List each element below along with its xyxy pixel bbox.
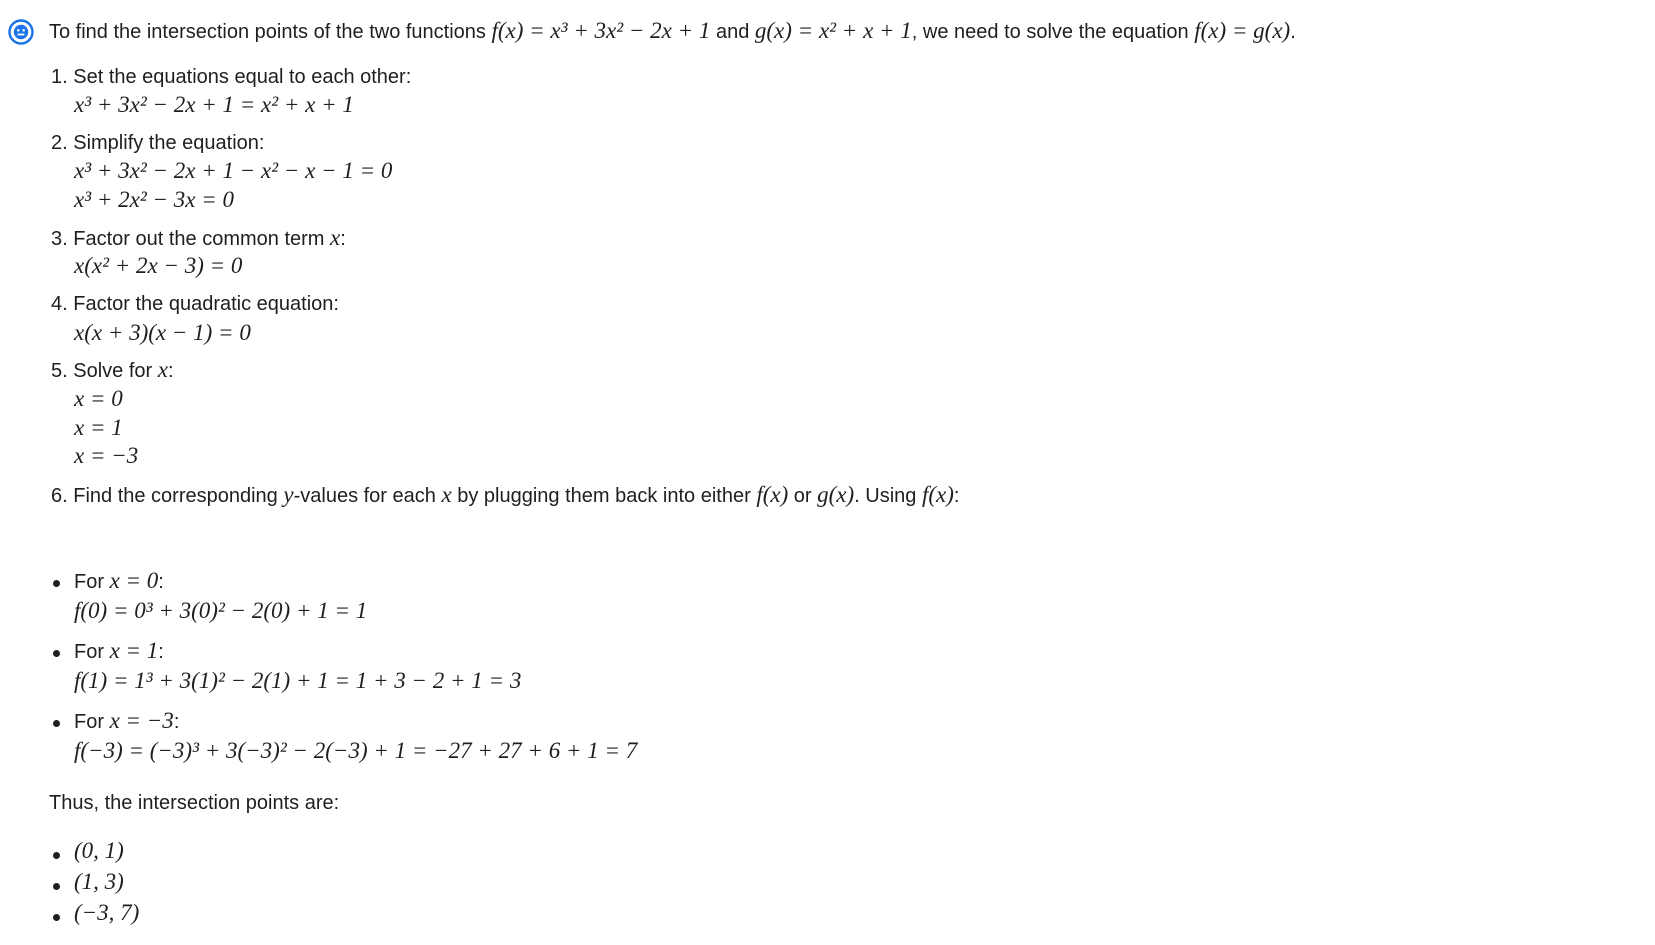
evaluation-2-math: f(1) = 1³ + 3(1)² − 2(1) + 1 = 1 + 3 − 2 + 1 = 3 <box>74 668 522 693</box>
bullet-dot <box>53 650 60 657</box>
evaluation-1-label: For x = 0: <box>74 568 164 593</box>
evaluation-2-label: For x = 1: <box>74 638 164 663</box>
f-definition: f(x) = x³ + 3x² − 2x + 1 <box>491 18 711 43</box>
step-3-math-1: x(x² + 2x − 3) = 0 <box>74 253 243 278</box>
intro-paragraph: To find the intersection points of the two functions f(x) = x³ + 3x² − 2x + 1 and g(x) = x² + x + 1, we need to solve the equation f(x) = g(x). <box>49 18 1296 43</box>
assistant-avatar-icon <box>8 19 34 45</box>
bullet-dot <box>53 720 60 727</box>
step-5-math-2: x = 1 <box>74 415 123 440</box>
step-1-math-1: x³ + 3x² − 2x + 1 = x² + x + 1 <box>74 92 354 117</box>
step-1-label: 1. Set the equations equal to each other: <box>51 66 412 88</box>
evaluation-1-math: f(0) = 0³ + 3(0)² − 2(0) + 1 = 1 <box>74 598 368 623</box>
step-5-math-1: x = 0 <box>74 386 123 411</box>
intersection-point-2: (1, 3) <box>74 869 124 894</box>
step-5-label: 5. Solve for x: <box>51 357 174 382</box>
bullet-dot <box>53 883 60 890</box>
intersection-point-3: (−3, 7) <box>74 900 140 925</box>
step-4-label: 4. Factor the quadratic equation: <box>51 293 339 315</box>
bullet-dot <box>53 580 60 587</box>
step-2-math-2: x³ + 2x² − 3x = 0 <box>74 187 234 212</box>
target-equation: f(x) = g(x) <box>1194 18 1291 43</box>
bullet-dot <box>53 914 60 921</box>
conclusion-text: Thus, the intersection points are: <box>49 792 340 814</box>
g-definition: g(x) = x² + x + 1 <box>754 18 912 43</box>
step-5-math-3: x = −3 <box>74 443 139 468</box>
step-2-math-1: x³ + 3x² − 2x + 1 − x² − x − 1 = 0 <box>74 158 393 183</box>
step-2-label: 2. Simplify the equation: <box>51 132 265 154</box>
step-3-label: 3. Factor out the common term x: <box>51 225 346 250</box>
evaluation-3-math: f(−3) = (−3)³ + 3(−3)² − 2(−3) + 1 = −27 + 27 + 6 + 1 = 7 <box>74 738 638 763</box>
step-4-math-1: x(x + 3)(x − 1) = 0 <box>74 320 251 345</box>
bullet-dot <box>53 852 60 859</box>
intersection-point-1: (0, 1) <box>74 838 124 863</box>
step-6-label: 6. Find the corresponding y-values for each x by plugging them back into either f(x) or g(x). Using f(x): <box>51 482 960 507</box>
evaluation-3-label: For x = −3: <box>74 708 180 733</box>
